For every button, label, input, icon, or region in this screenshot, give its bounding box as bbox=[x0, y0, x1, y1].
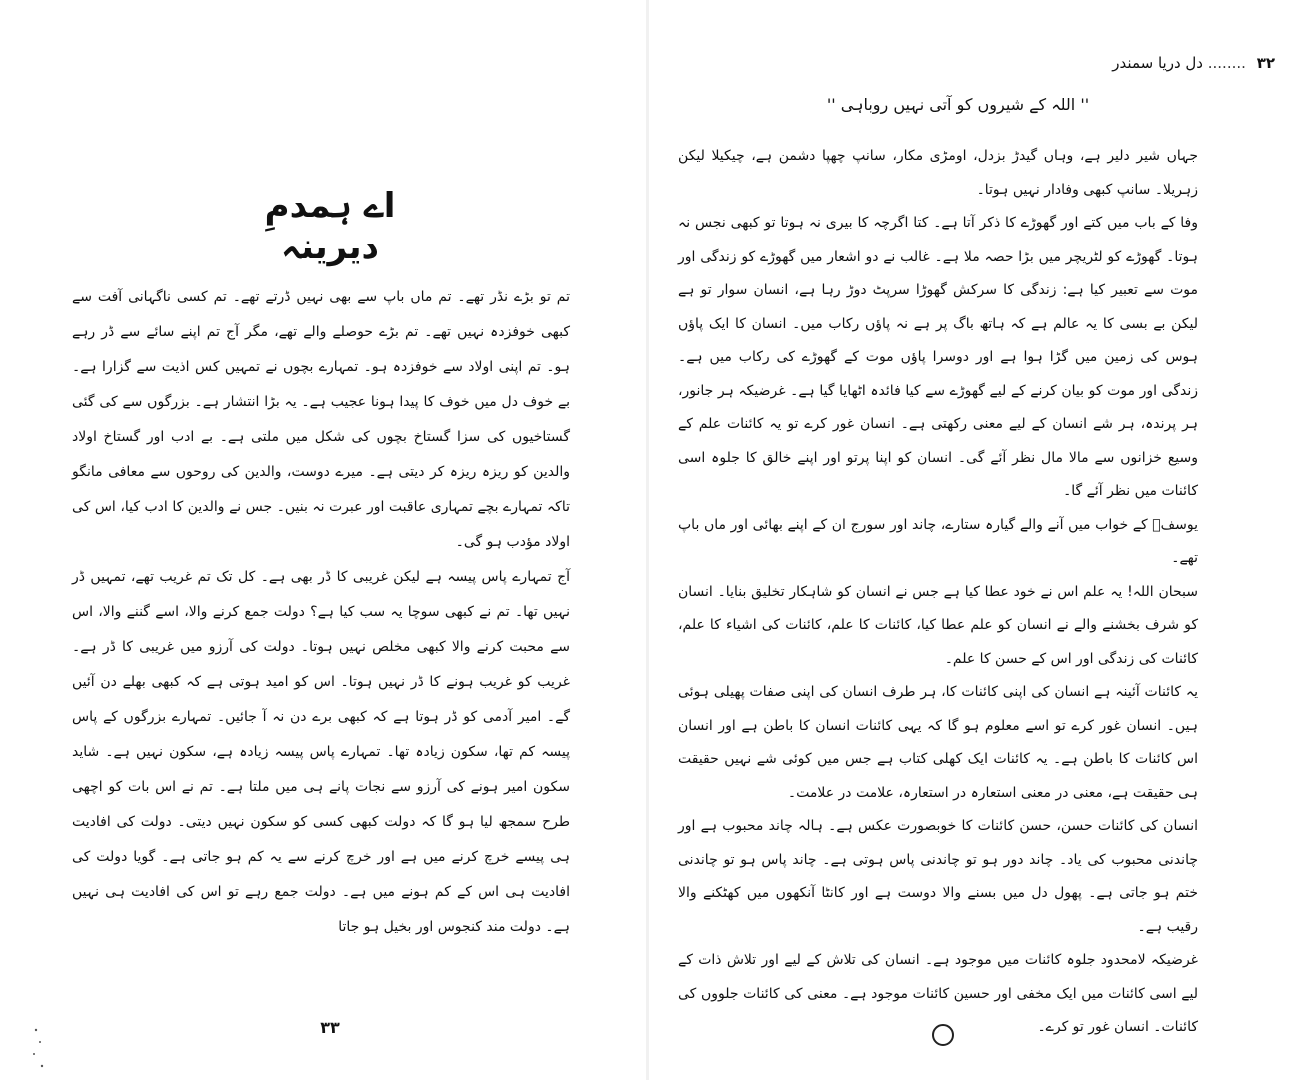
paragraph: سبحان اللہ! یہ علم اس نے خود عطا کیا ہے جس نے انسان کو شاہکار تخلیق بنایا۔ انسان کو شرف بخشنے والے نے انسان کو علم عطا کیا، کائنات کا علم، کائنات کی اشیاء کا علم، کائنات کی زندگی اور اس کے حسن کا علم۔ bbox=[678, 583, 1198, 667]
paragraph: انسان کی کائنات حسن، حسن کائنات کا خوبصورت عکس ہے۔ ہالہ چاند محبوب ہے اور چاندنی محبوب کی یاد۔ چاند دور ہو تو چاندنی پاس ہوتی ہے۔ چاند پاس ہو تو چاندنی ختم ہو جاتی ہے۔ پھول دل میں بسنے والا دوست ہے اور کانٹا آنکھوں میں کھٹکنے والا رقیب ہے۔ bbox=[678, 818, 1198, 935]
chapter-title: اے ہمدمِ دیرینہ bbox=[264, 186, 396, 267]
paragraph: تم تو بڑے نڈر تھے۔ تم ماں باپ سے بھی نہیں ڈرتے تھے۔ تم کسی ناگہانی آفت سے کبھی خوفزدہ نہیں تھے۔ تم بڑے حوصلے والے تھے، مگر آج تم اپنے سائے سے ڈر رہے ہو۔ تم اپنی اولاد سے خوفزدہ ہو۔ تمہارے بچوں نے تمہیں کس اذیت سے گزارا ہے۔ بے خوف دل میں خوف کا پیدا ہونا عجیب ہے۔ یہ بڑا انتشار ہے۔ بزرگوں سے کی گئی گستاخیوں کی سزا گستاخ بچوں کی شکل میں ملتی ہے۔ بے ادب اور گستاخ اولاد والدین کو ریزہ ریزہ کر دیتی ہے۔ میرے دوست، والدین کی روحوں سے معافی مانگو تاکہ تمہارے بچے تمہاری عاقبت اور عبرت نہ بنیں۔ جس نے والدین کا ادب کیا، اس کی اولاد مؤدب ہو گی۔ bbox=[72, 289, 570, 550]
header-book-title: دل دریا سمندر bbox=[1112, 54, 1203, 72]
paragraph: غرضیکہ لامحدود جلوہ کائنات میں موجود ہے۔ انسان کی تلاش کے لیے اور تلاش ذات کے لیے اسی کائنات میں ایک مخفی اور حسین کائنات موجود ہے۔ معنی کی کائنات جلووں کی کائنات۔ انسان غور تو کرے۔ bbox=[678, 952, 1198, 1035]
paragraph: یہ کائنات آئینہ ہے انسان کی اپنی کائنات کا، ہر طرف انسان کی اپنی صفات پھیلی ہوئی ہیں۔ انسان غور کرے تو اسے معلوم ہو گا کہ یہی کائنات انسان کا باطن ہے اور انسان اس کائنات کا باطن ہے۔ یہ کائنات ایک کھلی کتاب ہے جس میں کوئی شے نہیں حقیقت ہی حقیقت ہے، معنی در معنی استعارہ در استعارہ، علامت در علامت۔ bbox=[678, 684, 1198, 801]
scan-speck-marks bbox=[30, 1020, 50, 1080]
right-page-body bbox=[678, 140, 1198, 1045]
left-page-body bbox=[72, 280, 570, 945]
header-page-number: ۳۲ bbox=[1256, 54, 1275, 72]
page-number: ۳۳ bbox=[320, 1018, 340, 1037]
section-quote: '' اللہ کے شیروں کو آتی نہیں روباہی '' bbox=[826, 95, 1090, 114]
paragraph: وفا کے باب میں کتے اور گھوڑے کا ذکر آتا ہے۔ کتا اگرچہ کا بیری نہ ہوتا تو کبھی نجس نہ ہوتا۔ گھوڑے کو لٹریچر میں بڑا حصہ ملا ہے۔ غالب نے دو اشعار میں گھوڑے کو زندگی اور موت سے تعبیر کیا ہے: زندگی کا سرکش گھوڑا سرپٹ دوڑ رہا ہے، انسان سوار تو ہے لیکن بے بسی کا یہ عالم ہے کہ ہاتھ باگ پر ہے نہ پاؤں رکاب میں۔ انسان کا ایک پاؤں ہوس کی زمین میں گڑا ہوا ہے اور دوسرا پاؤں موت کے گھوڑے کی رکاب میں ہے۔ زندگی اور موت کو بیان کرنے کے لیے گھوڑے سے کیا فائدہ اٹھایا گیا ہے۔ غرضیکہ ہر جانور، ہر پرندہ، ہر شے انسان کے لیے معنی رکھتی ہے۔ انسان غور کرے تو یہ کائنات علم کے وسیع خزانوں سے مالا مال نظر آئے گی۔ انسان کو اپنا پرتو اور اپنے خالق کا جلوہ اسی کائنات میں نظر آئے گا۔ bbox=[678, 215, 1198, 499]
right-page bbox=[648, 0, 1295, 1080]
page-circle-mark bbox=[930, 1022, 956, 1048]
header-dots: ........ bbox=[1207, 54, 1246, 72]
paragraph: جہاں شیر دلیر ہے، وہاں گیدڑ بزدل، اومڑی مکار، سانپ چھپا دشمن ہے، چیکیلا لیکن زہریلا۔ سانپ کبھی وفادار نہیں ہوتا۔ bbox=[678, 148, 1198, 198]
paragraph: آج تمہارے پاس پیسہ ہے لیکن غریبی کا ڈر بھی ہے۔ کل تک تم غریب تھے، تمہیں ڈر نہیں تھا۔ تم نے کبھی سوچا یہ سب کیا ہے؟ دولت جمع کرنے والا، اسے گننے والا، اس سے محبت کرنے والا کبھی مخلص نہیں ہوتا۔ دولت کی آرزو میں غریبی کا ڈر ہے۔ غریب کو غریب ہونے کا ڈر نہیں ہوتا۔ اس کو امید ہوتی ہے کہ کبھی بھلے دن آئیں گے۔ امیر آدمی کو ڈر ہوتا ہے کہ کبھی برے دن نہ آ جائیں۔ تمہارے بزرگوں کے پاس پیسہ کم تھا، سکون زیادہ تھا۔ تمہارے پاس پیسہ زیادہ ہے، سکون نہیں ہے۔ شاید سکون امیر ہونے کی آرزو سے نجات پانے ہی میں ملتا ہے۔ تم نے اس بات کو اچھی طرح سمجھ لیا ہو گا کہ دولت کبھی کسی کو سکون نہیں دیتی۔ دولت کی افادیت ہی پیسے خرچ کرنے میں ہے اور خرچ کرنے سے یہ کم ہو جاتی ہے۔ گویا دولت کی افادیت ہی اس کے کم ہونے میں ہے۔ دولت جمع رہے تو اس کی افادیت ہی نہیں ہے۔ دولت مند کنجوس اور بخیل ہو جاتا bbox=[72, 569, 570, 935]
running-header bbox=[1025, 54, 1275, 72]
paragraph: یوسفؑ کے خواب میں آنے والے گیارہ ستارے، چاند اور سورج ان کے اپنے بھائی اور ماں باپ تھے۔ bbox=[678, 516, 1198, 566]
